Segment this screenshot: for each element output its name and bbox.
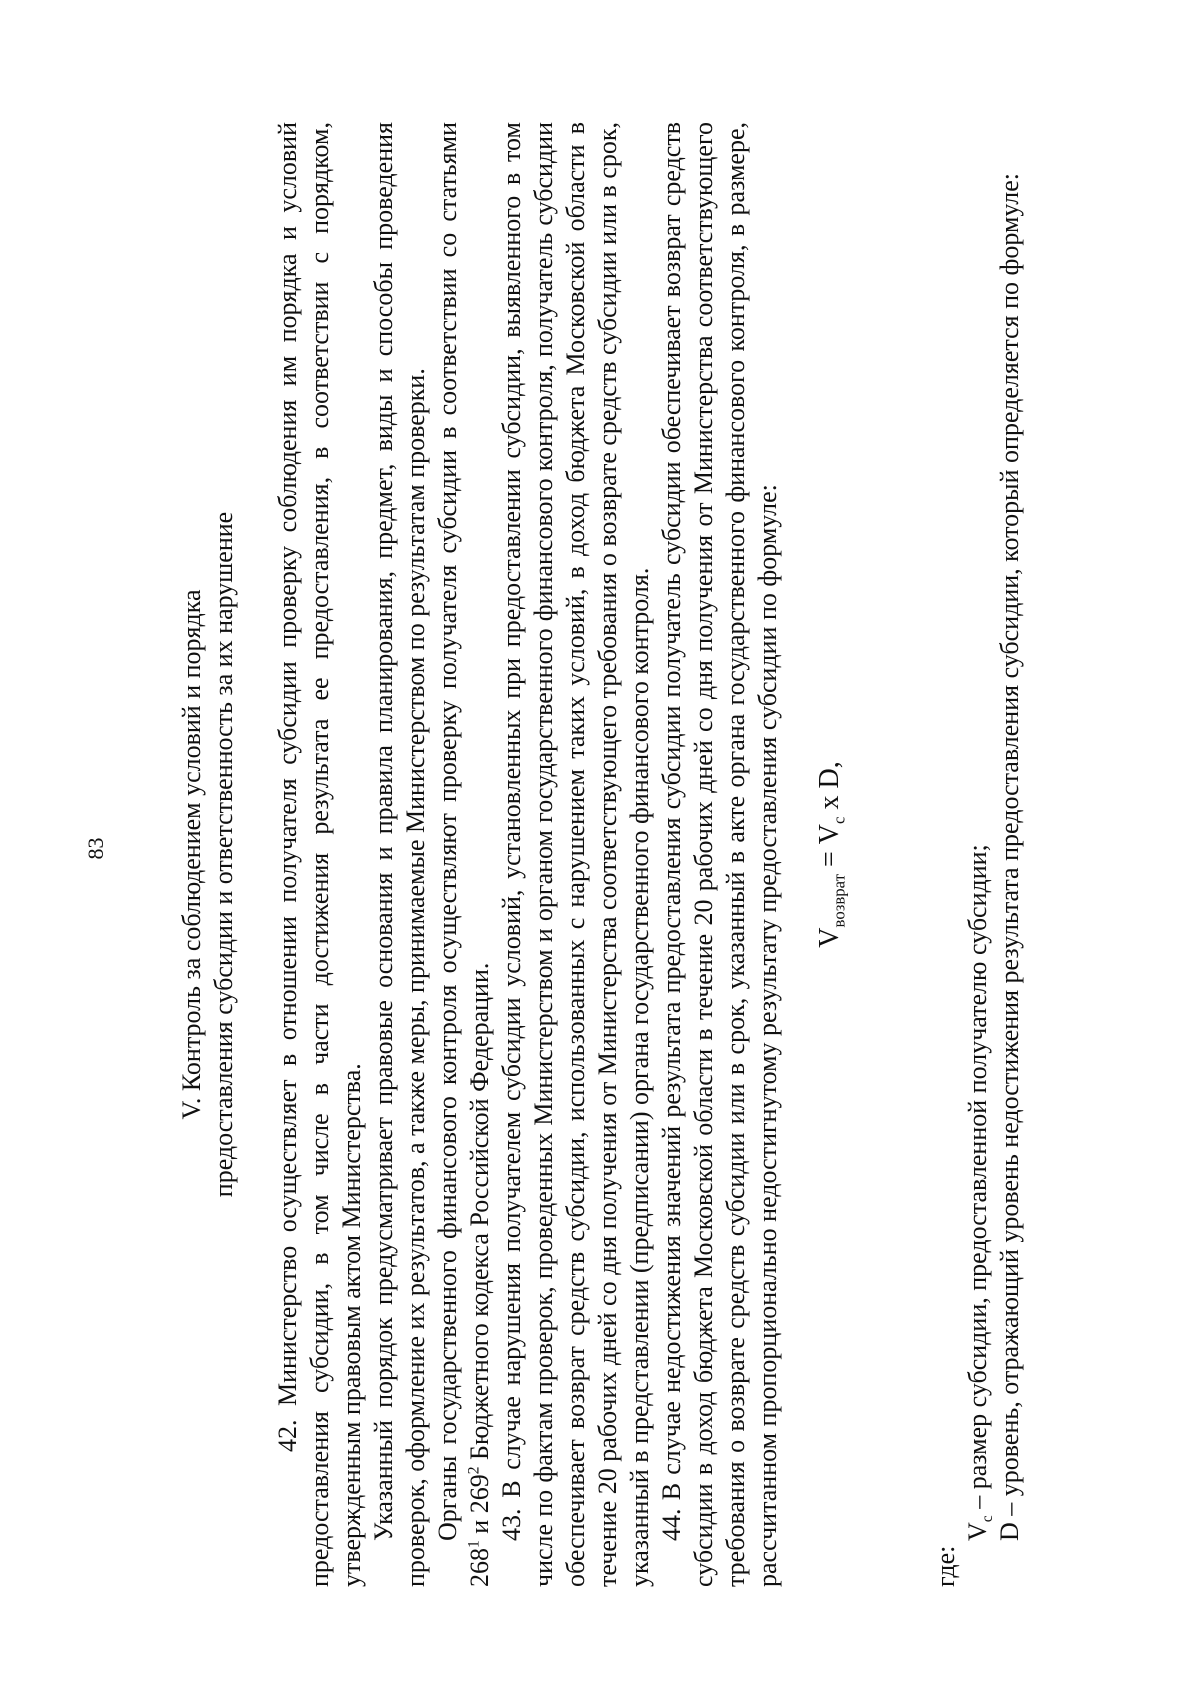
- formula-lhs-subscript: возврат: [829, 873, 849, 928]
- section-heading: [176, 122, 240, 1587]
- paragraph-42-financial-control: [432, 122, 496, 1587]
- superscript: 1: [465, 1540, 483, 1548]
- text-span: Бюджетного кодекса Российской Федерации.: [465, 962, 494, 1467]
- text-span: и 269: [465, 1474, 494, 1541]
- formula-rhs-subscript: c: [829, 816, 849, 824]
- paragraph-43: 43. В случае нарушения получателем субсидии условий, установленных при предоставлении субсидии, выявленного в том числе по фактам проверок, проведенных Министерством и органом государственного финансового контроля, получатель субсидии обеспечивает возврат средств субсидии, использованных с нарушением таких условий, в доход бюджета Московской области в течение 20 рабочих дней со дня получения от Министерства соответствующего требования о возврате средств субсидии или в срок, указанный в представлении (предписании) органа государственного финансового контроля.: [497, 122, 654, 1587]
- spacer: [240, 122, 272, 1587]
- paragraph-42-procedure: Указанный порядок предусматривает правовые основания и правила планирования, предмет, виды и способы проведения проверок, оформление их результатов, а также меры, принимаемые Министерством по результатам проверки.: [369, 122, 430, 1587]
- paragraph-44: 44. В случае недостижения значений результата предоставления субсидии получатель субсидии обеспечивает возврат средств субсидии в доход бюджета Московской области в течение 20 рабочих дней со дня получения от Министерства соответствующего требования о возврате средств субсидии или в срок, указанный в акте органа государственного финансового контроля, в размере, рассчитанном пропорционально недостигнутому результату предоставления субсидии по формуле:: [657, 122, 782, 1587]
- text-span: Органы государственного финансового контроля осуществляют проверку получателя субсидии в соответствии со статьями 268: [433, 122, 494, 1587]
- formula-lhs: V: [814, 927, 845, 948]
- where-label: где:: [931, 1545, 960, 1587]
- document-body: [176, 122, 1026, 1587]
- paragraph-42: 42. Министерство осуществляет в отношении получателя субсидии проверку соблюдения им порядка и условий предоставления субсидии, в том числе в части достижения результата ее предоставления, в соответствии с порядком, утвержденным правовым актом Министерства.: [273, 122, 366, 1587]
- definition-d: D – уровень, отражающий уровень недостижения результата предоставления субсидии, который определяется по формуле:: [995, 173, 1024, 1541]
- page-number: 83: [83, 837, 108, 860]
- formula-refund: [814, 122, 849, 1587]
- definition-vc: [962, 122, 997, 1587]
- vc-subscript: c: [979, 1515, 997, 1523]
- formula-eq: = V: [814, 823, 845, 874]
- section-heading-line-1: V. Контроль за соблюдением условий и порядка: [177, 589, 206, 1120]
- section-heading-line-2: предоставления субсидии и ответственность за их нарушение: [209, 511, 238, 1198]
- superscript: 2: [465, 1466, 483, 1475]
- formula-rest: x D,: [814, 761, 845, 817]
- vc-symbol: V: [963, 1522, 992, 1541]
- vc-definition-text: – размер субсидии, предоставленной получателю субсидии;: [963, 844, 992, 1516]
